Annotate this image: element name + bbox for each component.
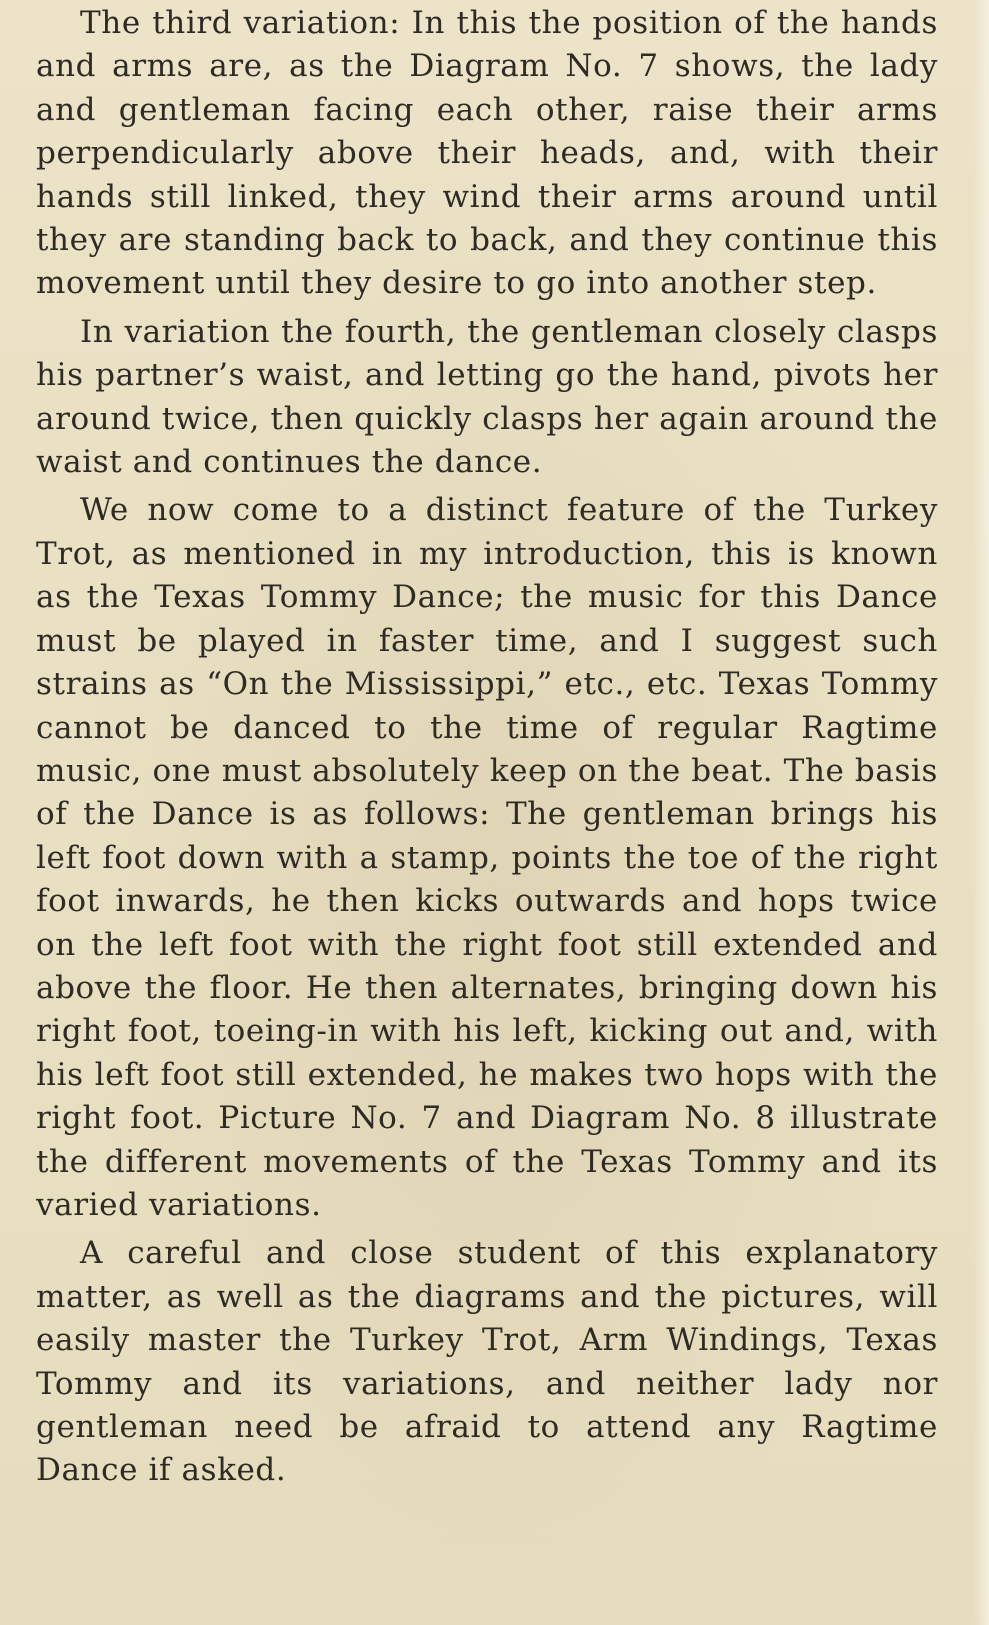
paragraph-third-variation: The third variation: In this the position of the hands and arms are, as the Diagram No. 7 shows, the lady and gentleman facing each other, raise their arms perpendicularly above their heads, and, with their hands still linked, they wind their arms around until they are standing back to back, and they continue this movement until they desire to go into another step.: [36, 5, 938, 302]
paragraph-fourth-variation: In variation the fourth, the gentleman closely clasps his partner’s waist, and letting go the hand, pivots her around twice, then quickly clasps her again around the waist and continues the dance.: [36, 313, 938, 481]
paragraph-conclusion: A careful and close student of this explanatory matter, as well as the diagrams and the pictures, will easily master the Turkey Trot, Arm Windings, Texas Tommy and its variations, and neither lady nor gentleman need be afraid to attend any Ragtime Dance if asked.: [36, 1235, 938, 1489]
body-text: [36, 2, 938, 1498]
paragraph-texas-tommy: We now come to a distinct feature of the Turkey Trot, as mentioned in my introduction, this is known as the Texas Tommy Dance; the music for this Dance must be played in faster time, and I suggest such strains as “On the Mississippi,” etc., etc. Texas Tommy cannot be danced to the time of regular Ragtime music, one must absolutely keep on the beat. The basis of the Dance is as follows: The gentleman brings his left foot down with a stamp, points the toe of the right foot inwards, he then kicks outwards and hops twice on the left foot with the right foot still extended and above the floor. He then alternates, bringing down his right foot, toeing-in with his left, kicking out and, with his left foot still extended, he makes two hops with the right foot. Picture No. 7 and Diagram No. 8 illustrate the different movements of the Texas Tommy and its varied variations.: [36, 492, 938, 1223]
